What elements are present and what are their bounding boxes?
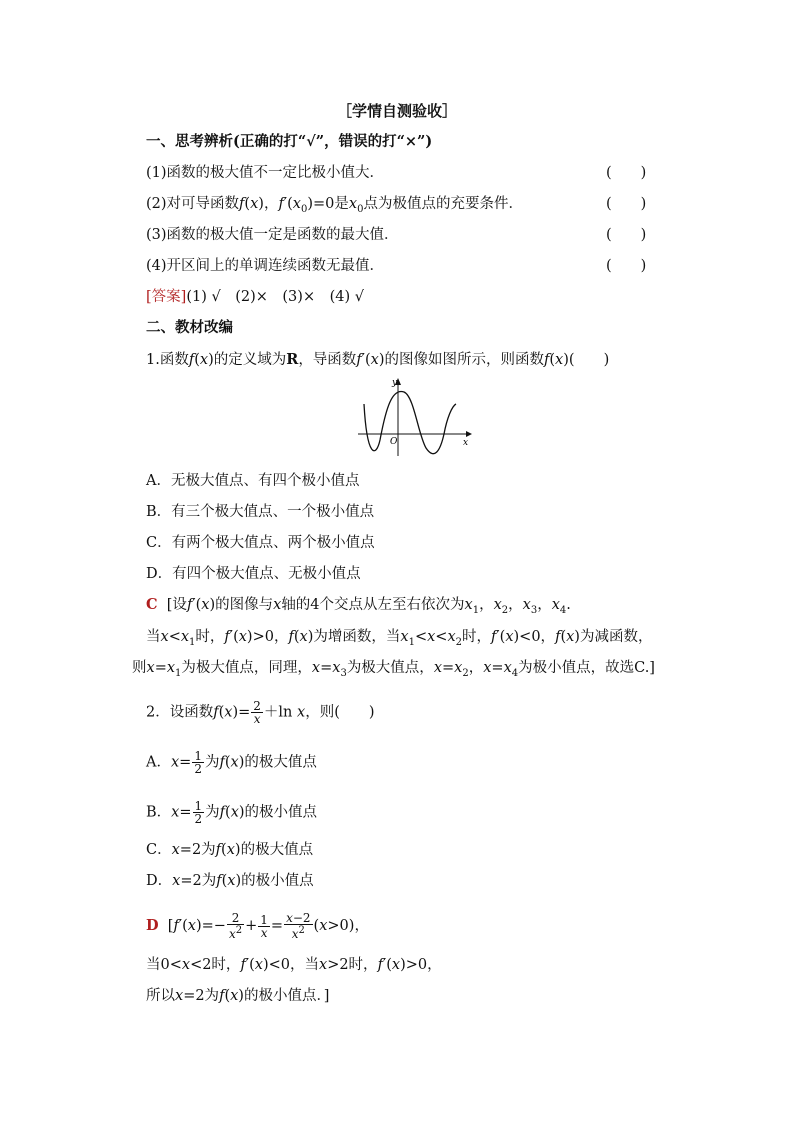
answer-text: (1) √ (2)× (3)× (4) √ xyxy=(186,289,364,305)
question-4: (4)开区间上的单调连续函数无最值． xyxy=(146,258,385,274)
origin-label: O xyxy=(390,437,398,447)
problem-2-stem: 2．设函数f(x)= $\frac{2}{x}$ ＋ln x，则( ) xyxy=(146,699,375,726)
section1-heading: 一、思考辨析(正确的打“√”，错误的打“×”) xyxy=(146,133,433,150)
answer-blank-3: ( ) xyxy=(606,227,647,243)
problem-2-option-b: B．x= $\frac{1}{2}$ 为f(x)的极小值点 xyxy=(146,799,318,826)
section-title: ［学情自测验收］ xyxy=(336,102,457,120)
answer-blank-2: ( ) xyxy=(606,196,647,212)
derivative-curve xyxy=(364,391,456,453)
problem-1-solution-line-3: 则$x=x_1$为极大值点，同理，$x=x_3$为极大值点，$x=x_2$，$x=x_4$为极小值点，故选C.] xyxy=(132,660,655,679)
problem-1-solution-line-2: 当$x<x_1$时，f′(x)>0，f(x)为增函数，当$x_1<x<x_2$时，f′(x)<0，f(x)为减函数， xyxy=(146,629,653,648)
derivative-graph xyxy=(356,378,472,458)
question-2: (2)对可导函数f(x)，$f'(x_0)=0$是$x_0$点为极值点的充要条件． xyxy=(146,196,523,215)
problem-2-option-a: A．x= $\frac{1}{2}$ 为f(x)的极大值点 xyxy=(146,749,317,776)
x-axis-arrow xyxy=(466,431,472,437)
problem-2-answer-letter: D xyxy=(146,917,159,934)
question-1: (1)函数的极大值不一定比极小值大． xyxy=(146,165,385,181)
answer-blank-1: ( ) xyxy=(606,165,647,181)
problem-1-option-c: C．有两个极大值点、两个极小值点 xyxy=(146,535,375,551)
problem-2-option-c: C．x=2为f(x)的极大值点 xyxy=(146,842,314,858)
y-axis-label: y xyxy=(392,378,398,388)
problem-1-solution-line-1: C [设f′(x)的图像与x轴的4个交点从左至右依次为$x_1$，$x_2$，$x_3$，$x_4$. xyxy=(146,596,571,616)
answer-blank-4: ( ) xyxy=(606,258,647,274)
answer-tag: [答案] xyxy=(146,289,187,305)
section2-heading: 二、教材改编 xyxy=(146,319,233,336)
problem-1-option-b: B．有三个极大值点、一个极小值点 xyxy=(146,504,375,520)
problem-2-solution-line-1: D [f′(x)=− $\frac{2}{x^2}$ + $\frac{1}{x}$ = $\frac{x-2}{x^2}$ (x>0)， xyxy=(146,911,369,941)
problem-1-option-d: D．有四个极大值点、无极小值点 xyxy=(146,566,361,582)
answer-line xyxy=(146,287,364,307)
question-3: (3)函数的极大值一定是函数的最大值． xyxy=(146,227,399,243)
problem-2-solution-line-3: 所以x=2为f(x)的极小值点．] xyxy=(146,988,330,1004)
problem-1-stem: 1.函数f(x)的定义域为R，导函数f′(x)的图像如图所示，则函数f(x)( ) xyxy=(146,351,610,368)
problem-1-option-a: A．无极大值点、有四个极小值点 xyxy=(146,473,360,489)
problem-2-solution-line-2: 当0<x<2时，f′(x)<0，当x>2时，f′(x)>0， xyxy=(146,957,442,973)
problem-2-option-d: D．x=2为f(x)的极小值点 xyxy=(146,873,314,889)
x-axis-label: x xyxy=(463,438,469,448)
problem-1-answer-letter: C xyxy=(146,596,158,613)
